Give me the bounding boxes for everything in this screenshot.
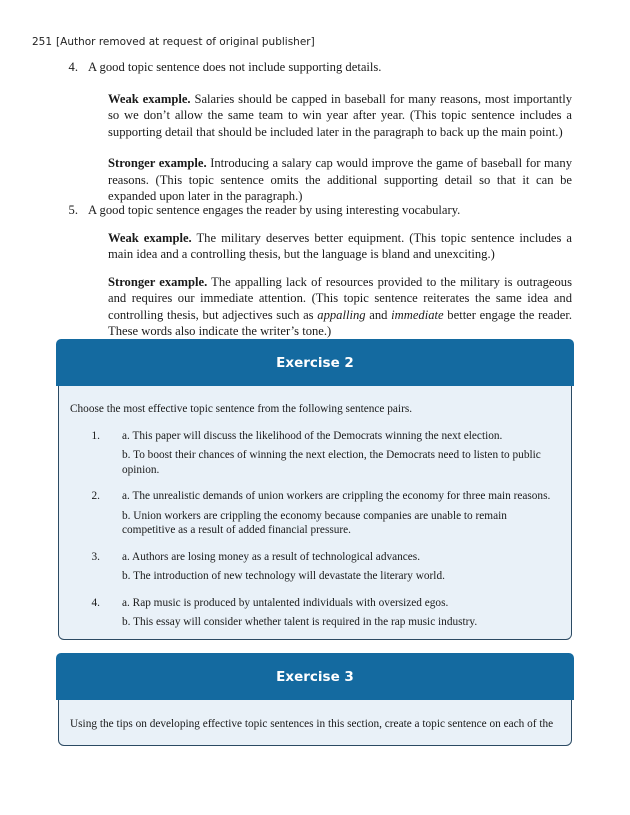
stronger-example-text-3: better engage the reader. These words also indicate the writer’s tone.) [108,307,573,338]
running-title: [Author removed at request of original publisher] [56,36,315,48]
stronger-example-text-2: and [365,307,392,322]
stronger-example-text: Introducing a salary cap would improve the game of baseball for many reasons. (This topic sentence omits the additional supporting detail so that it can be expanded upon later in the paragraph.) [108,156,572,203]
emphasis-immediate: immediate [391,307,444,322]
emphasis-appalling: appalling [317,307,366,322]
weak-example [108,91,572,141]
stronger-example [108,155,572,205]
option-b: b. To boost their chances of winning the next election, the Democrats need to listen to public opinion. [122,449,541,476]
tip-5 [68,202,573,340]
item-number: 3. [91,550,100,563]
exercise-2-header [56,339,574,386]
option-b: b. Union workers are crippling the economy because companies are unable to remain competitive as a result of added financial pressure. [122,509,507,536]
weak-example-label: Weak example. [108,91,191,106]
exercise-item-2 [91,489,559,538]
stronger-example [108,274,572,340]
exercise-3-box [58,654,572,746]
exercise-2-title: Exercise 2 [276,354,354,371]
exercise-2-box [58,340,572,640]
option-a: a. Rap music is produced by untalented individuals with oversized egos. [122,596,449,609]
option-b: b. The introduction of new technology will devastate the literary world. [122,570,445,582]
option-a: a. Authors are losing money as a result of technological advances. [122,550,421,563]
stronger-example-label: Stronger example. [108,156,207,170]
tip-4 [68,59,572,205]
stronger-example-label: Stronger example. [108,274,208,289]
exercise-3-intro: Using the tips on developing effective topic sentences in this section, create a topic sentence on each of the [70,718,554,730]
item-number: 4. [91,596,100,609]
item-number: 2. [91,490,100,502]
tip-number: 5. [68,203,78,217]
running-header [32,36,315,48]
exercise-2-body [70,402,559,630]
exercise-item-3 [91,550,559,584]
weak-example-text: The military deserves better equipment. (This topic sentence includes a main idea and a controlling thesis, but the language is bland and unexciting.) [108,230,572,261]
exercise-item-1 [91,429,559,478]
weak-example-text: Salaries should be capped in baseball for many reasons, most importantly so we don’t allow the same team to win year after year. (This topic sentence includes a supporting detail that should be included later in the paragraph to back up the main point.) [108,91,572,139]
tip-4-statement [68,59,572,76]
tip-number: 4. [68,60,78,74]
option-a: a. The unrealistic demands of union workers are crippling the economy for three main reasons. [122,490,551,502]
exercise-item-4 [91,596,559,630]
weak-example-label: Weak example. [108,230,192,245]
option-a: a. This paper will discuss the likelihood of the Democrats winning the next election. [122,429,503,442]
exercise-2-intro: Choose the most effective topic sentence from the following sentence pairs. [70,403,413,415]
exercise-3-header [56,653,574,700]
tip-5-statement [68,202,572,219]
item-number: 1. [91,429,100,442]
exercise-3-title: Exercise 3 [276,668,354,685]
tip-text: A good topic sentence does not include supporting details. [88,60,382,74]
weak-example [108,230,572,263]
option-b: b. This essay will consider whether talent is required in the rap music industry. [122,616,478,628]
exercise-3-body [70,717,559,732]
page-number: 251 [32,36,53,48]
stronger-example-text-1: The appalling lack of resources provided to the military is outrageous and requires our immediate attention. (This topic sentence reiterates the same idea and controlling thesis, but adjectives such as [108,274,572,322]
tip-text: A good topic sentence engages the reader by using interesting vocabulary. [88,203,461,217]
